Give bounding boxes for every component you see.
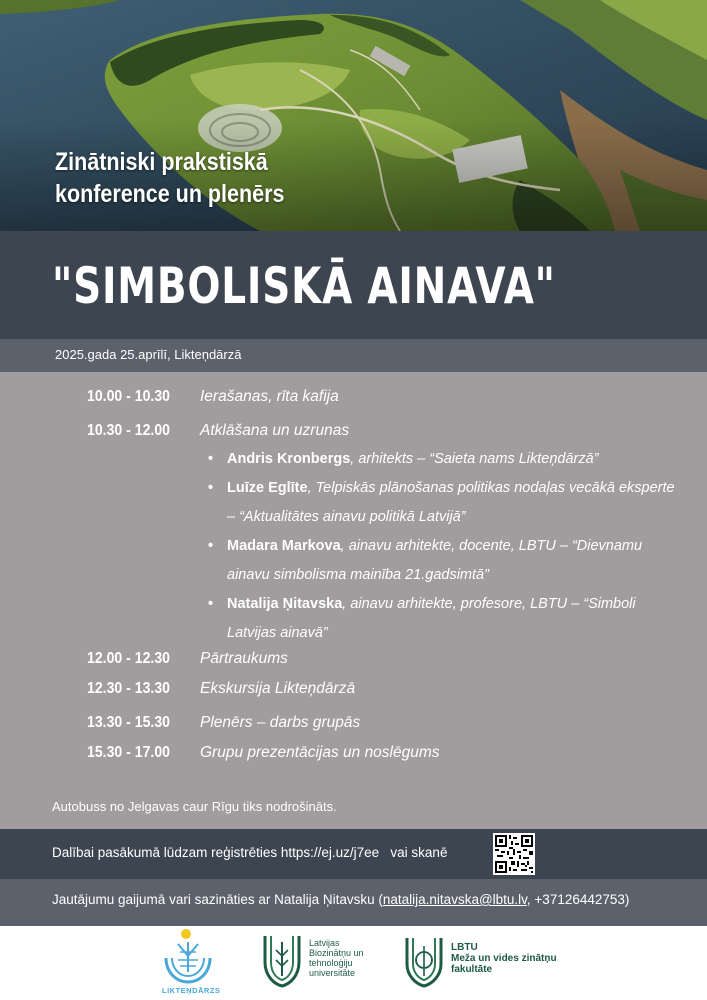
speaker-description: , ainavu arhitekte, docente, LBTU – “Dievnamu ainavu simbolisma mainība 21.gadsimtā”: [227, 538, 643, 583]
program-activity: Atklāšana un uzrunas: [200, 422, 350, 439]
speaker-name: Madara Markova: [227, 538, 341, 554]
lbtu-shield-icon: [262, 932, 302, 988]
registration-text[interactable]: Dalībai pasākumā lūdzam reģistrēties https://ej.uz/j7ee vai skanē: [52, 845, 448, 860]
speaker-name: Luīze Eglīte: [227, 480, 308, 496]
event-date-location: 2025.gada 25.aprīlī, Likteņdārzā: [55, 347, 242, 362]
speaker-description: , ainavu arhitekte, profesore, LBTU – “Simboli Latvijas ainavā”: [227, 596, 636, 641]
registration-band: [0, 829, 707, 879]
contact-suffix: , +37126442753): [526, 892, 630, 907]
program-time: 10.30 - 12.00: [87, 422, 170, 439]
faculty-name-line: LBTU: [451, 942, 478, 953]
qr-code[interactable]: [493, 833, 535, 875]
subtitle-line-2: konference un plenērs: [55, 180, 285, 208]
program-time: 10.00 - 10.30: [87, 388, 170, 405]
qr-code-icon: [495, 835, 533, 873]
event-subtitle: [55, 146, 284, 210]
program-time: 12.00 - 12.30: [87, 650, 170, 667]
faculty-name-line: Meža un vides zinātņu: [451, 953, 557, 964]
speaker-description: , arhitekts – “Saieta nams Likteņdārzā”: [350, 451, 599, 467]
program-activity: Plenērs – darbs grupās: [200, 714, 361, 731]
liktendarzs-label: LIKTEŅDĀRZS: [162, 986, 221, 995]
contact-text: [52, 892, 629, 907]
speaker-name: Andris Kronbergs: [227, 451, 351, 467]
event-title: "SIMBOLISKĀ AINAVA": [52, 257, 556, 315]
faculty-shield-icon: [404, 934, 444, 988]
program-time: 13.30 - 15.30: [87, 714, 170, 731]
lbtu-name-line: tehnoloģiju: [309, 958, 353, 968]
lbtu-name-line: universitāte: [309, 968, 356, 978]
hero-landscape-image: [0, 0, 707, 231]
program-row: [0, 740, 707, 766]
liktendarzs-logo: [158, 928, 221, 998]
program-activity: Grupu prezentācijas un noslēgums: [200, 744, 440, 761]
program-row: [0, 418, 707, 444]
speaker-name: Natalija Ņitavska: [227, 596, 343, 612]
speaker-list: [208, 445, 678, 648]
program-time: 12.30 - 13.30: [87, 680, 170, 697]
speaker-item: [208, 474, 678, 532]
lbtu-name-line: Biozinātņu un: [309, 948, 364, 958]
contact-email-link[interactable]: natalija.nitavska@lbtu.lv: [382, 892, 527, 907]
program-time: 15.30 - 17.00: [87, 744, 170, 761]
date-band: [0, 339, 707, 372]
program-section: [0, 372, 707, 829]
subtitle-line-1: Zinātniski prakstiskā: [55, 148, 268, 176]
speaker-description: , Telpiskās plānošanas politikas nodaļas vecākā eksperte – “Aktualitātes ainavu politikā Latvijā”: [227, 480, 675, 525]
title-band: [0, 231, 707, 339]
lbtu-logo: [262, 932, 382, 996]
faculty-logo: [404, 934, 584, 994]
liktendarzs-emblem-icon: [158, 928, 218, 986]
contact-prefix: Jautājumu gaijumā vari sazināties ar Natalija Ņitavsku (: [52, 892, 383, 907]
faculty-name: [451, 942, 557, 975]
speaker-item: [208, 445, 678, 474]
faculty-name-line: fakultāte: [451, 964, 493, 975]
speaker-item: [208, 532, 678, 590]
program-activity: Ierašanas, rīta kafija: [200, 388, 339, 405]
logo-strip: [0, 926, 707, 1000]
lbtu-name-line: Latvijas: [309, 938, 340, 948]
lbtu-name: [309, 938, 364, 978]
program-row: [0, 384, 707, 410]
program-row: [0, 710, 707, 736]
contact-band: [0, 879, 707, 926]
transport-note: Autobuss no Jelgavas caur Rīgu tiks nodrošināts.: [52, 799, 337, 814]
program-row: [0, 646, 707, 672]
speaker-item: [208, 590, 678, 648]
program-row: [0, 676, 707, 702]
program-activity: Ekskursija Likteņdārzā: [200, 680, 356, 697]
program-activity: Pārtraukums: [200, 650, 288, 667]
